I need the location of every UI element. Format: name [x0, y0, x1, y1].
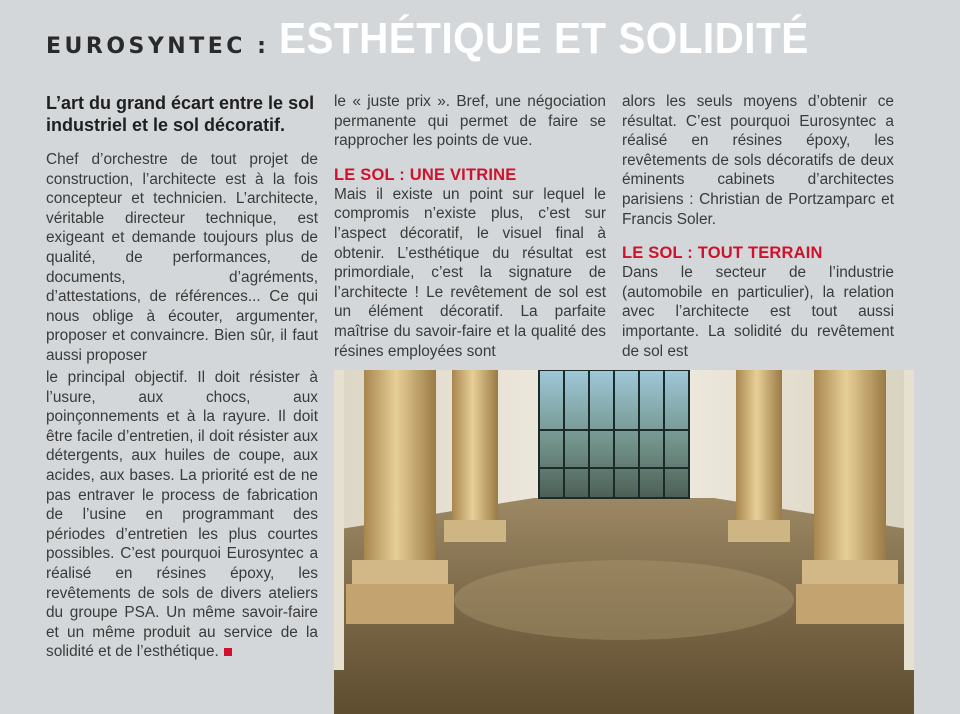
lobby-photo	[334, 370, 914, 714]
body-paragraph-final: le principal objectif. Il doit résister à l’usure, aux chocs, aux poinçonnements et à la rayure. Il doit être facile d’entretien, il doit résister aux détergents, aux huiles de coupe, aux acides, aux bases. La priorité est de ne pas entraver le process de fabrication de l’usine en programmant des périodes d’entretien les plus courtes possibles. C’est pourquoi Eurosyntec a réalisé en résines époxy, les revêtements de sols de divers ateliers du groupe PSA. Un même savoir-faire et un même produit au service de la solidité et de l’esthétique.	[46, 369, 318, 661]
text-column-1	[46, 92, 318, 366]
body-paragraph: le « juste prix ». Bref, une négociation permanente qui permet de faire se rapprocher les points de vue.	[334, 93, 606, 150]
brand-name: EUROSYNTEC :	[46, 34, 270, 59]
end-of-article-mark	[224, 648, 232, 656]
text-column-2	[334, 92, 606, 361]
body-paragraph: Chef d’orchestre de tout projet de construction, l’architecte est à la fois concepteur et technicien. L’architecte, véritable directeur technique, est exigeant et demande toujours plus de qualité, de performances, de documents, d’agréments, d’attestations, de références... Ce qui nous oblige à écouter, argumenter, proposer et convaincre. Bien sûr, il faut aussi proposer	[46, 151, 318, 364]
section-heading-vitrine: LE SOL : UNE VITRINE	[334, 165, 517, 184]
column-left-far	[444, 370, 506, 542]
body-paragraph: Mais il existe un point sur lequel le compromis n’existe plus, c’est sur l’aspect décoratif, le visuel final à obtenir. L’esthétique du résultat est primordiale, c’est la signature de l’architecte ! Le revêtement de sol est un élément décoratif. La parfaite maîtrise du savoir-faire et la qualité des résines employées sont	[334, 185, 606, 360]
section-heading-tout-terrain: LE SOL : TOUT TERRAIN	[622, 244, 823, 263]
lead-paragraph: L’art du grand écart entre le sol industriel et le sol décoratif.	[46, 93, 315, 135]
column-right-far	[728, 370, 790, 542]
body-paragraph: Dans le secteur de l’industrie (automobile en particulier), la relation avec l’architecte est tout aussi importante. La solidité du revêtement de sol est	[622, 264, 894, 360]
lobby-photo-illustration	[334, 370, 914, 714]
article-headline: ESTHÉTIQUE ET SOLIDITÉ	[279, 14, 810, 63]
text-column-3	[622, 92, 894, 361]
article-header	[46, 14, 855, 70]
body-paragraph: alors les seuls moyens d’obtenir ce résultat. C’est pourquoi Eurosyntec a réalisé en résines époxy, les revêtements de sols décoratifs de deux éminents cabinets d’architectes parisiens : Christian de Portzamparc et Francis Soler.	[622, 93, 894, 228]
text-column-4	[46, 368, 318, 662]
